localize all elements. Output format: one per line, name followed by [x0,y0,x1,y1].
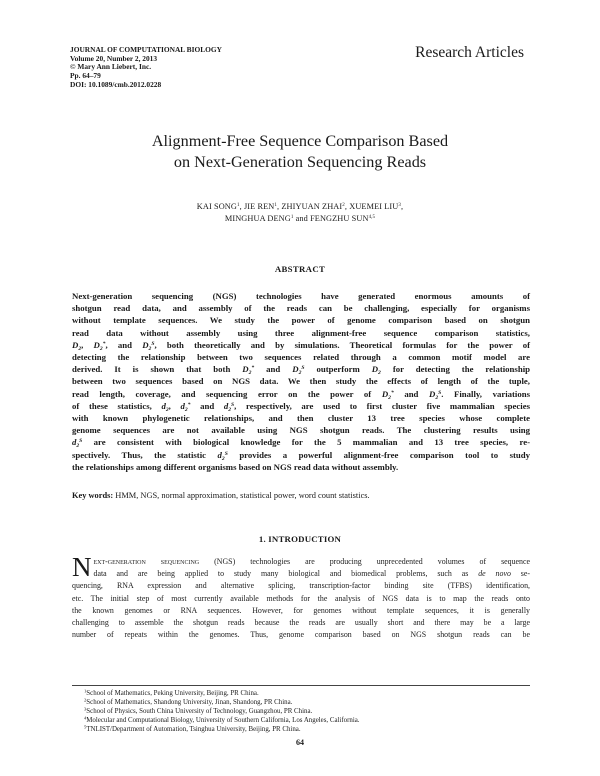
footnote: $^5$TNLIST/Department of Automation, Tsinghua University, Beijing, PR China. [84,724,301,733]
footnotes [84,689,360,734]
stat-d2-S: $d_2^S$ [217,449,228,462]
intro-line: number of repeats within the genomes. Thus, genome comparison based on NGS shotgun reads can be [72,630,530,640]
abstract-line: the relationships among different organisms based on NGS read data without assembly. [72,461,399,472]
abstract-line: $D_2$, $D_2^*$, and $D_2^S$, both theoretically and by simulations. Theoretical formulas for the power of [72,339,530,352]
intro-line: ext-generation sequencing (NGS) technologies are producing unprecedented volumes of sequence [93,557,531,566]
abstract-line: without template sequences. We study the power of genome comparison based on shotgun [72,315,530,326]
keywords-label: Key words: [72,491,114,500]
abstract-line: read data without assembly using three alignment-free sequence comparison statistics, [72,327,530,338]
stat-D2: $D_2$ [72,339,82,352]
author-name: FENGZHU SUN [310,213,369,223]
stat-D2-S: $D_2^S$ [429,388,442,401]
abstract-heading: ABSTRACT [274,264,326,274]
footnote: $^1$School of Mathematics, Peking University, Beijing, PR China. [84,688,259,697]
journal-pages: Pp. 64–79 [70,71,101,81]
abstract-text [72,290,530,473]
title-line: Alignment-Free Sequence Comparison Based [151,132,449,150]
stat-D2: $D_2$ [371,364,381,377]
stat-d2-S: $d_2^S$ [72,437,83,450]
author-line: MINGHUA DENG$^1$ and FENGZHU SUN$^{4,5}$ [224,213,376,223]
stat-D2-star: $D_2^*$ [93,339,106,352]
abstract-line: genome sequences are not available using NGS shotgun reads. The clustering results using [72,425,530,436]
footnote: $^2$School of Mathematics, Shandong University, Jinan, Shandong, PR China. [84,697,293,706]
abstract-line: between two sequences based on NGS data. We then study the effects of length of the tuple, [72,376,530,387]
stat-D2-star: $D_2^*$ [381,388,394,401]
page-number: 64 [296,738,304,747]
author-affiliation: 3 [398,203,402,208]
drop-cap: N [72,552,92,582]
abstract-line: with known phylogenetic relationships, and then cluster 13 tree species whose complete [72,413,530,424]
intro-line: etc. The initial step of most currently available methods for the analysis of NGS data is to map the reads onto [72,593,530,603]
abstract-line: of these statistics, $d_2$, $d_2^*$ and $d_2^S$, respectively, are used to first cluster five mammalian species [72,400,531,413]
keywords-text: HMM, NGS, normal approximation, statistical power, word count statistics. [113,491,370,500]
article-title [0,131,600,173]
intro-line: data and are being applied to study many biological and biomedical problems, such as de novo se- [93,569,530,579]
author-affiliation: 2 [342,203,345,208]
stat-D2-star: $D_2^*$ [242,364,255,377]
intro-line: challenging to assemble the shotgun reads because the reads are usually short and there may be a large [72,618,530,628]
author-name: MINGHUA DENG [224,213,291,223]
journal-info [70,46,222,90]
journal-volume: Volume 20, Number 2, 2013 [70,53,158,63]
dropcap-row [72,552,531,582]
stat-d2: $d_2$ [161,400,169,413]
author-name: JIE REN [243,202,275,211]
author-name: KAI SONG [196,202,237,211]
abstract-line: derived. It is shown that both $D_2^*$ and $D_2^S$ outperform $D_2$ for detecting the relationship [72,364,530,377]
section-label: Research Articles [415,44,524,61]
stat-D2-S: $D_2^S$ [142,339,155,352]
author-affiliation: 1 [290,214,294,220]
section-heading-introduction: 1. INTRODUCTION [258,534,342,544]
abstract-line: read length, coverage, and sequencing error on the power of $D_2^*$ and $D_2^S$. Finally, variations [72,388,531,401]
stat-d2-star: $d_2^*$ [180,400,191,413]
intro-line: quencing, RNA expression and alternative splicing, transcription-factor binding site (TFBS) identification, [72,581,530,591]
author-list [0,201,600,224]
author-name: XUEMEI LIU [349,202,399,211]
footnote-divider [72,685,530,686]
journal-copyright: © Mary Ann Liebert, Inc. [70,62,152,72]
abstract-line: detecting the relationship between two sequences related through a common motif model are [72,352,530,363]
keywords [72,491,530,500]
intro-line: the known genomes or RNA sequences. However, for genomes without template sequences, it is generally [72,605,530,615]
author-line: KAI SONG$^1$, JIE REN$^1$, ZHIYUAN ZHAI$^2$, XUEMEI LIU$^3$, [196,202,404,211]
abstract-line: shotgun read data, and assembly of the reads can be challenging, especially for organisms [72,303,530,314]
introduction-text [72,552,531,641]
author-affiliation: 4,5 [368,214,376,220]
stat-D2-S: $D_2^S$ [292,364,305,377]
footnote: $^3$School of Physics, South China University of Technology, Guangzhou, PR China. [84,706,313,715]
stat-d2-S: $d_2^S$ [223,400,235,413]
journal-doi: DOI: 10.1089/cmb.2012.0228 [70,79,162,89]
abstract-line: $d_2^S$ are consistent with biological knowledge for the 5 mammalian and 13 tree species, re- [72,437,530,450]
abstract-line: Next-generation sequencing (NGS) technologies have generated enormous amounts of [72,291,530,301]
journal-name: JOURNAL OF COMPUTATIONAL BIOLOGY [70,45,222,54]
abstract-line: spectively. Thus, the statistic $d_2^S$ provides a powerful alignment-free comparison tool to study [72,449,530,462]
author-affiliation: 1 [274,203,278,208]
author-name: ZHIYUAN ZHAI [281,202,343,211]
title-line: on Next-Generation Sequencing Reads [173,153,427,171]
author-affiliation: 1 [237,203,240,208]
footnote: $^4$Molecular and Computational Biology, University of Southern California, Los Angeles, California. [84,715,360,724]
